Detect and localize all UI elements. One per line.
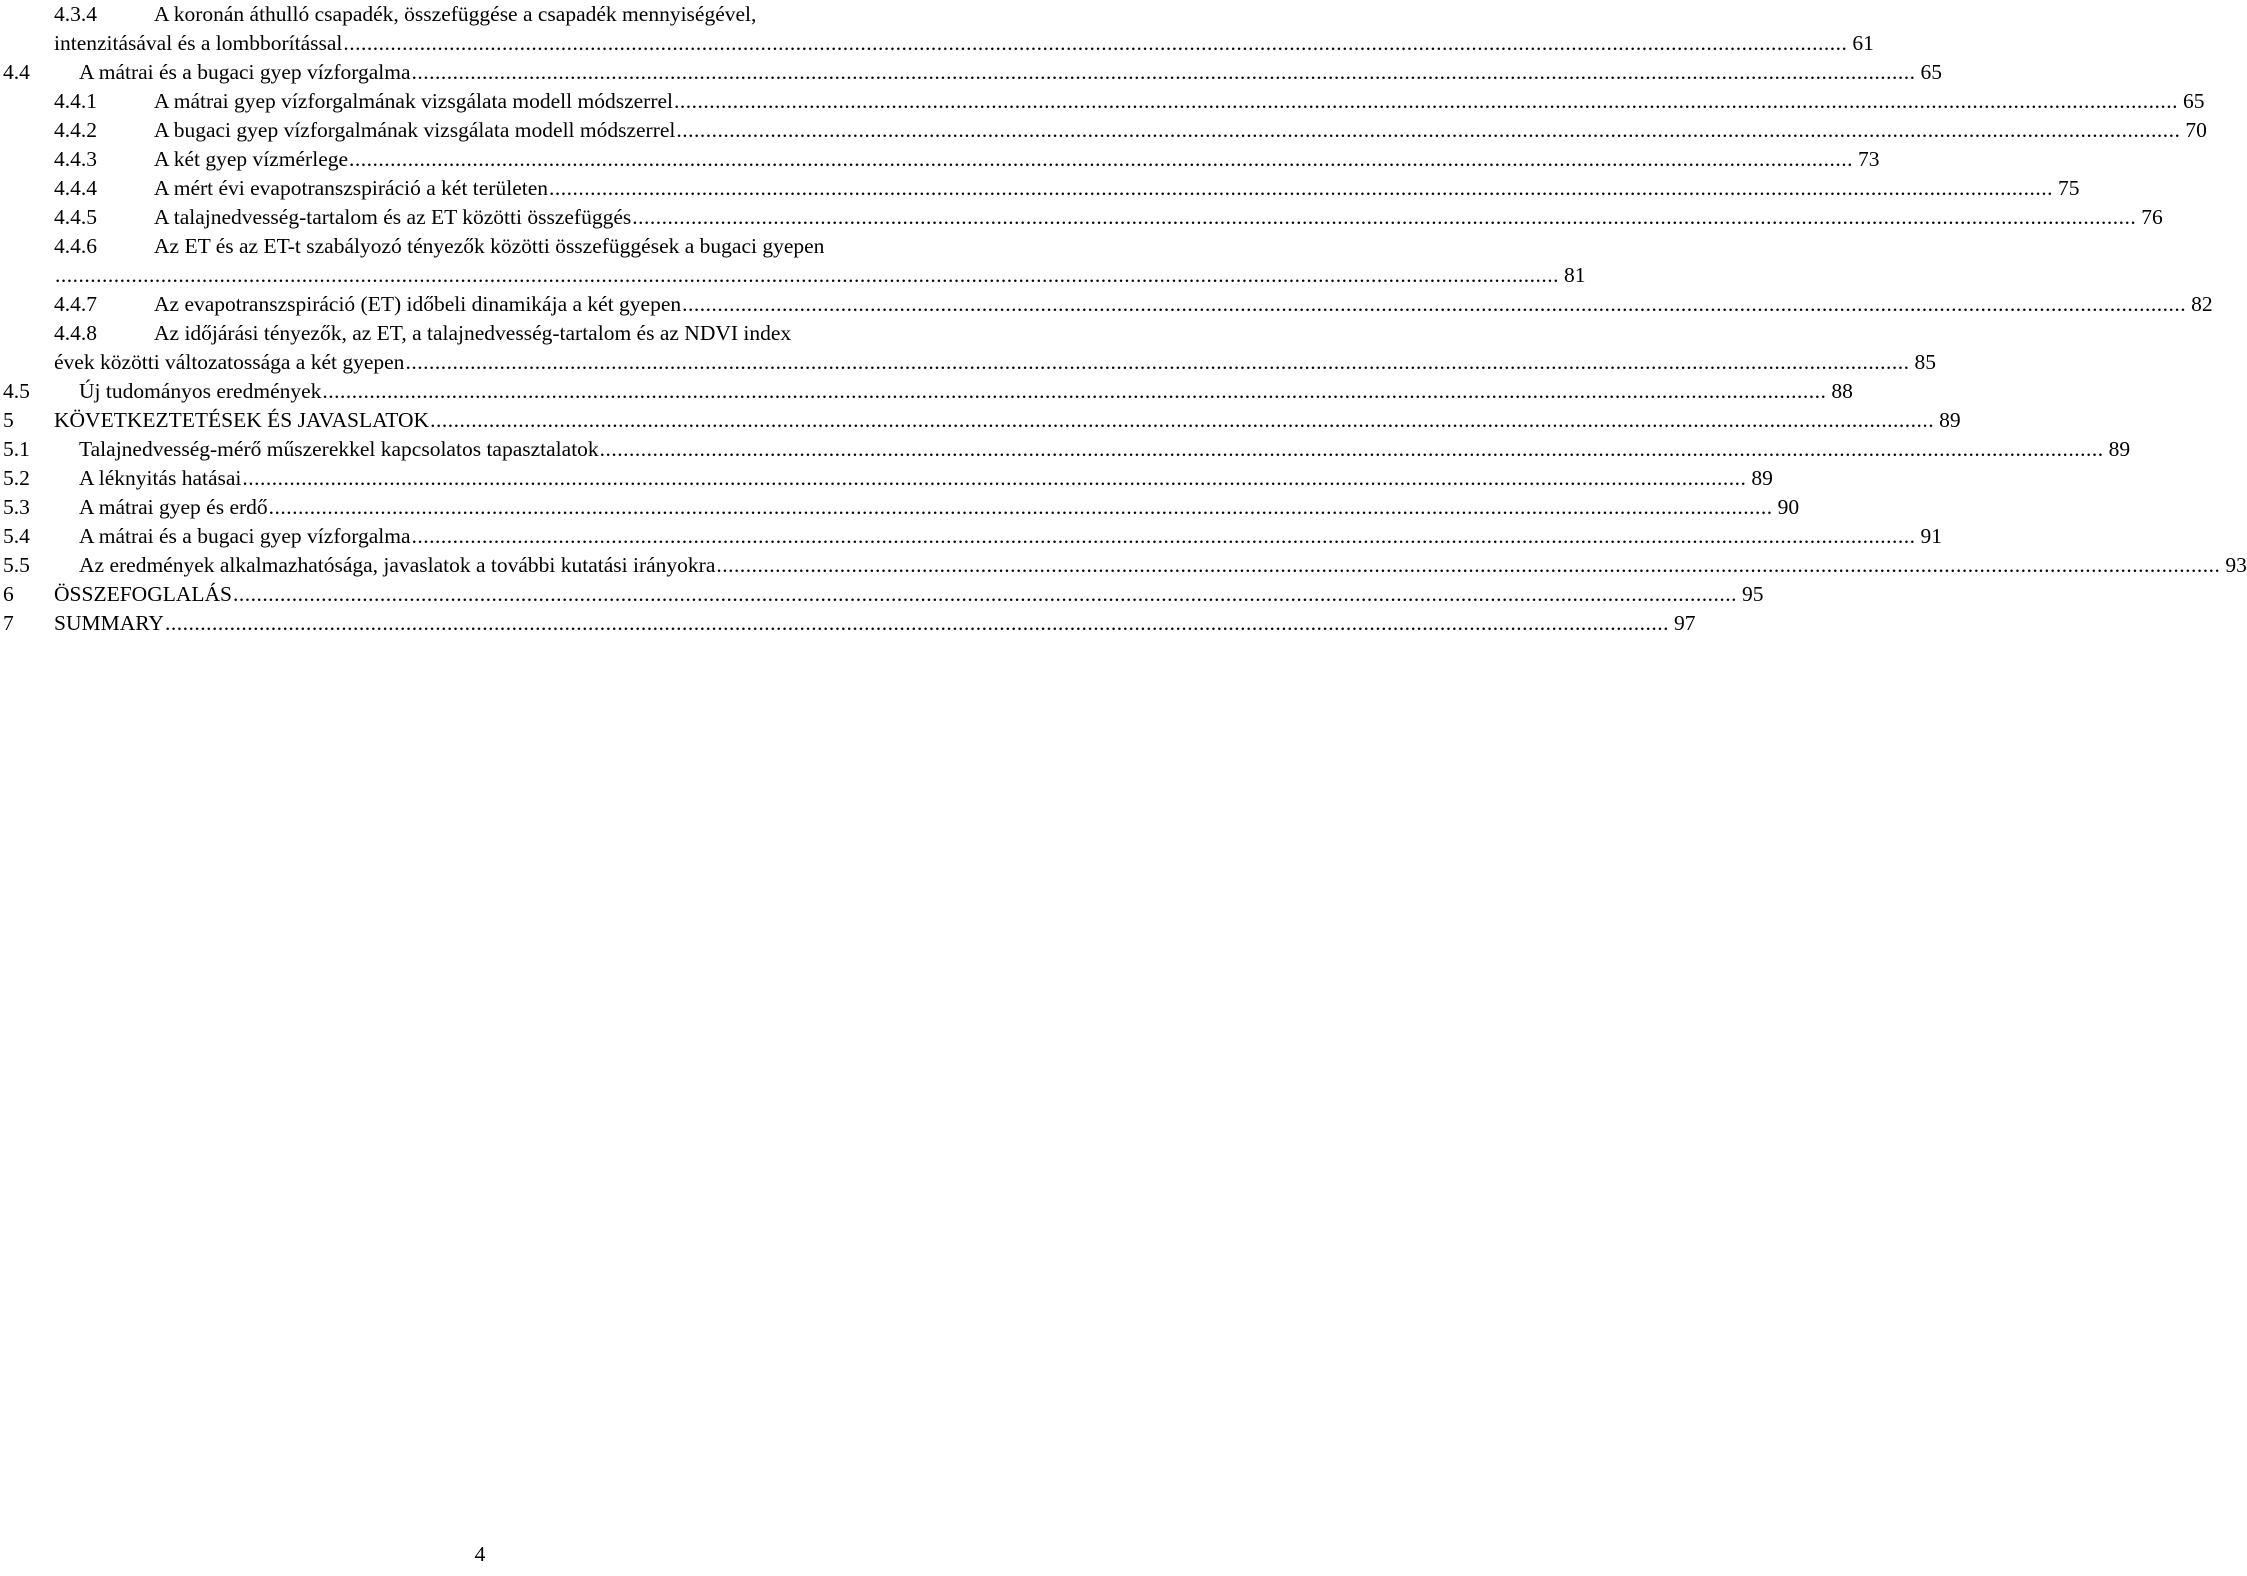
toc-entry-number: 4.4 <box>3 60 30 84</box>
toc-entry-page: 75 <box>2058 176 2080 200</box>
toc-entry[interactable] <box>0 609 1696 638</box>
toc-entry-title: A két gyep vízmérlege <box>154 147 349 171</box>
dot-leader <box>164 609 1669 638</box>
toc-entry-page: 90 <box>1777 495 1800 519</box>
toc-entry-page: 61 <box>1852 31 1874 55</box>
toc-entry[interactable] <box>0 464 1773 493</box>
toc-entry[interactable] <box>0 377 1853 406</box>
toc-entry-line <box>0 377 1853 406</box>
toc-entry[interactable] <box>0 203 2163 232</box>
toc-entry[interactable] <box>0 551 2247 580</box>
toc-entry-line <box>0 290 2213 319</box>
toc-entry[interactable] <box>0 406 1961 435</box>
toc-entry-line <box>0 522 1943 551</box>
toc-entry-line <box>0 232 960 261</box>
dot-leader <box>268 493 1773 522</box>
dot-leader <box>599 435 2104 464</box>
toc-entry-title: Az időjárási tényezők, az ET, a talajnedvesség-tartalom és az NDVI index <box>154 321 792 345</box>
dot-leader <box>411 522 1916 551</box>
toc-entry[interactable] <box>0 319 1936 377</box>
dot-leader <box>631 203 2136 232</box>
dot-leader <box>675 116 2180 145</box>
toc-entry[interactable] <box>0 435 2131 464</box>
toc-entry-line <box>0 551 2247 580</box>
dot-leader <box>54 261 1559 290</box>
toc-entry-line <box>0 348 1936 377</box>
dot-leader <box>321 377 1826 406</box>
toc-entry[interactable] <box>0 493 1800 522</box>
toc-entry-title: Az ET és az ET-t szabályozó tényezők közötti összefüggések a bugaci gyepen <box>154 234 825 258</box>
toc-entry-title: A léknyitás hatásai <box>79 466 242 490</box>
dot-leader <box>404 348 1909 377</box>
toc-entry-title: A mátrai gyep vízforgalmának vizsgálata modell módszerrel <box>154 89 674 113</box>
toc-entry-line <box>0 406 1961 435</box>
toc-entry-line <box>0 174 2080 203</box>
toc-entry-title: A mért évi evapotranszspiráció a két területen <box>154 176 549 200</box>
dot-leader <box>548 174 2053 203</box>
toc-entry-title: SUMMARY <box>54 611 164 635</box>
toc-entry-title: A bugaci gyep vízforgalmának vizsgálata modell módszerrel <box>154 118 676 142</box>
toc-entry-title: Talajnedvesség-mérő műszerekkel kapcsolatos tapasztalatok <box>79 437 599 461</box>
toc-entry-number: 4.4.4 <box>54 176 97 200</box>
toc-entry[interactable] <box>0 290 2213 319</box>
toc-entry-page: 70 <box>2185 118 2207 142</box>
toc-entry-number: 5.2 <box>3 466 30 490</box>
toc-entry-page: 82 <box>2191 292 2213 316</box>
toc-entry-number: 4.4.7 <box>54 292 97 316</box>
toc-entry-line <box>0 203 2163 232</box>
toc-entry-number: 4.4.1 <box>54 89 97 113</box>
toc-entry-title: Az evapotranszspiráció (ET) időbeli dinamikája a két gyepen <box>154 292 682 316</box>
toc-entry-page: 93 <box>2225 553 2247 577</box>
toc-entry-number: 7 <box>3 611 14 635</box>
toc-entry[interactable] <box>0 522 1943 551</box>
toc-entry-number: 6 <box>3 582 14 606</box>
toc-entry[interactable] <box>0 145 1880 174</box>
toc-entry-line <box>0 261 1586 290</box>
toc-entry-title: Az eredmények alkalmazhatósága, javaslatok a további kutatási irányokra <box>79 553 716 577</box>
toc-entry-title: A mátrai gyep és erdő <box>79 495 268 519</box>
toc-entry-number: 4.5 <box>3 379 30 403</box>
toc-entry[interactable] <box>0 87 2205 116</box>
toc-entry-page: 85 <box>1914 350 1936 374</box>
toc-entry-line <box>0 435 2131 464</box>
toc-entry-line <box>0 58 1943 87</box>
toc-entry-line <box>0 116 2207 145</box>
dot-leader <box>681 290 2186 319</box>
toc-entry-page: 89 <box>2108 437 2131 461</box>
dot-leader <box>429 406 1934 435</box>
toc-entry-number: 4.4.3 <box>54 147 97 171</box>
toc-entry-page: 95 <box>1742 582 1764 606</box>
toc-entry-page: 65 <box>2183 89 2205 113</box>
toc-entry-line <box>0 609 1696 638</box>
toc-entry-line <box>0 0 960 29</box>
toc-entry-line <box>0 145 1880 174</box>
dot-leader <box>241 464 1746 493</box>
toc-entry-title: A mátrai és a bugaci gyep vízforgalma <box>79 524 411 548</box>
toc-entry-number: 5.1 <box>3 437 30 461</box>
toc-entry-number: 5.3 <box>3 495 30 519</box>
toc-entry-page: 73 <box>1858 147 1880 171</box>
toc-entry-number: 5 <box>3 408 14 432</box>
toc-entry-title: KÖVETKEZTETÉSEK ÉS JAVASLATOK <box>54 408 430 432</box>
toc-entry[interactable] <box>0 232 1586 290</box>
toc-entry-number: 4.3.4 <box>54 2 97 26</box>
dot-leader <box>348 145 1853 174</box>
toc-entry-page: 97 <box>1673 611 1696 635</box>
toc-entry-number: 4.4.5 <box>54 205 97 229</box>
page-number: 4 <box>474 1542 486 1566</box>
toc-entry-page: 76 <box>2141 205 2163 229</box>
dot-leader <box>411 58 1916 87</box>
dot-leader <box>673 87 2178 116</box>
toc-entry-number: 5.4 <box>3 524 30 548</box>
dot-leader <box>232 580 1737 609</box>
toc-entry-title: intenzitásával és a lombborítással <box>54 31 343 55</box>
toc-entry-title: Új tudományos eredmények <box>79 379 322 403</box>
toc-entry-page: 91 <box>1920 524 1943 548</box>
dot-leader <box>342 29 1847 58</box>
toc-entry[interactable] <box>0 580 1764 609</box>
toc-entry-page: 89 <box>1939 408 1961 432</box>
toc-entry-title: A talajnedvesség-tartalom és az ET közötti összefüggés <box>154 205 632 229</box>
toc-entry-line <box>0 87 2205 116</box>
toc-entry-line <box>0 29 1874 58</box>
toc-entry-title: A koronán áthulló csapadék, összefüggése a csapadék mennyiségével, <box>154 2 757 26</box>
toc-entry-line <box>0 580 1764 609</box>
toc-entry[interactable] <box>0 174 2080 203</box>
toc-entry-number: 4.4.8 <box>54 321 97 345</box>
dot-leader <box>715 551 2220 580</box>
toc-entry-line <box>0 319 960 348</box>
toc-entry-title: ÖSSZEFOGLALÁS <box>54 582 232 606</box>
toc-entry-number: 4.4.2 <box>54 118 97 142</box>
toc-entry-page: 89 <box>1751 466 1773 490</box>
table-of-contents <box>0 0 2247 638</box>
toc-entry-page: 81 <box>1564 263 1586 287</box>
toc-entry-number: 5.5 <box>3 553 30 577</box>
toc-entry-line <box>0 464 1773 493</box>
toc-entry-line <box>0 493 1800 522</box>
toc-entry[interactable] <box>0 116 2207 145</box>
toc-entry-title: A mátrai és a bugaci gyep vízforgalma <box>79 60 411 84</box>
toc-entry-number: 4.4.6 <box>54 234 97 258</box>
toc-entry-title: évek közötti változatossága a két gyepen <box>54 350 405 374</box>
toc-entry[interactable] <box>0 58 1943 87</box>
toc-entry-page: 65 <box>1920 60 1943 84</box>
toc-entry[interactable] <box>0 0 1874 58</box>
toc-entry-page: 88 <box>1831 379 1853 403</box>
